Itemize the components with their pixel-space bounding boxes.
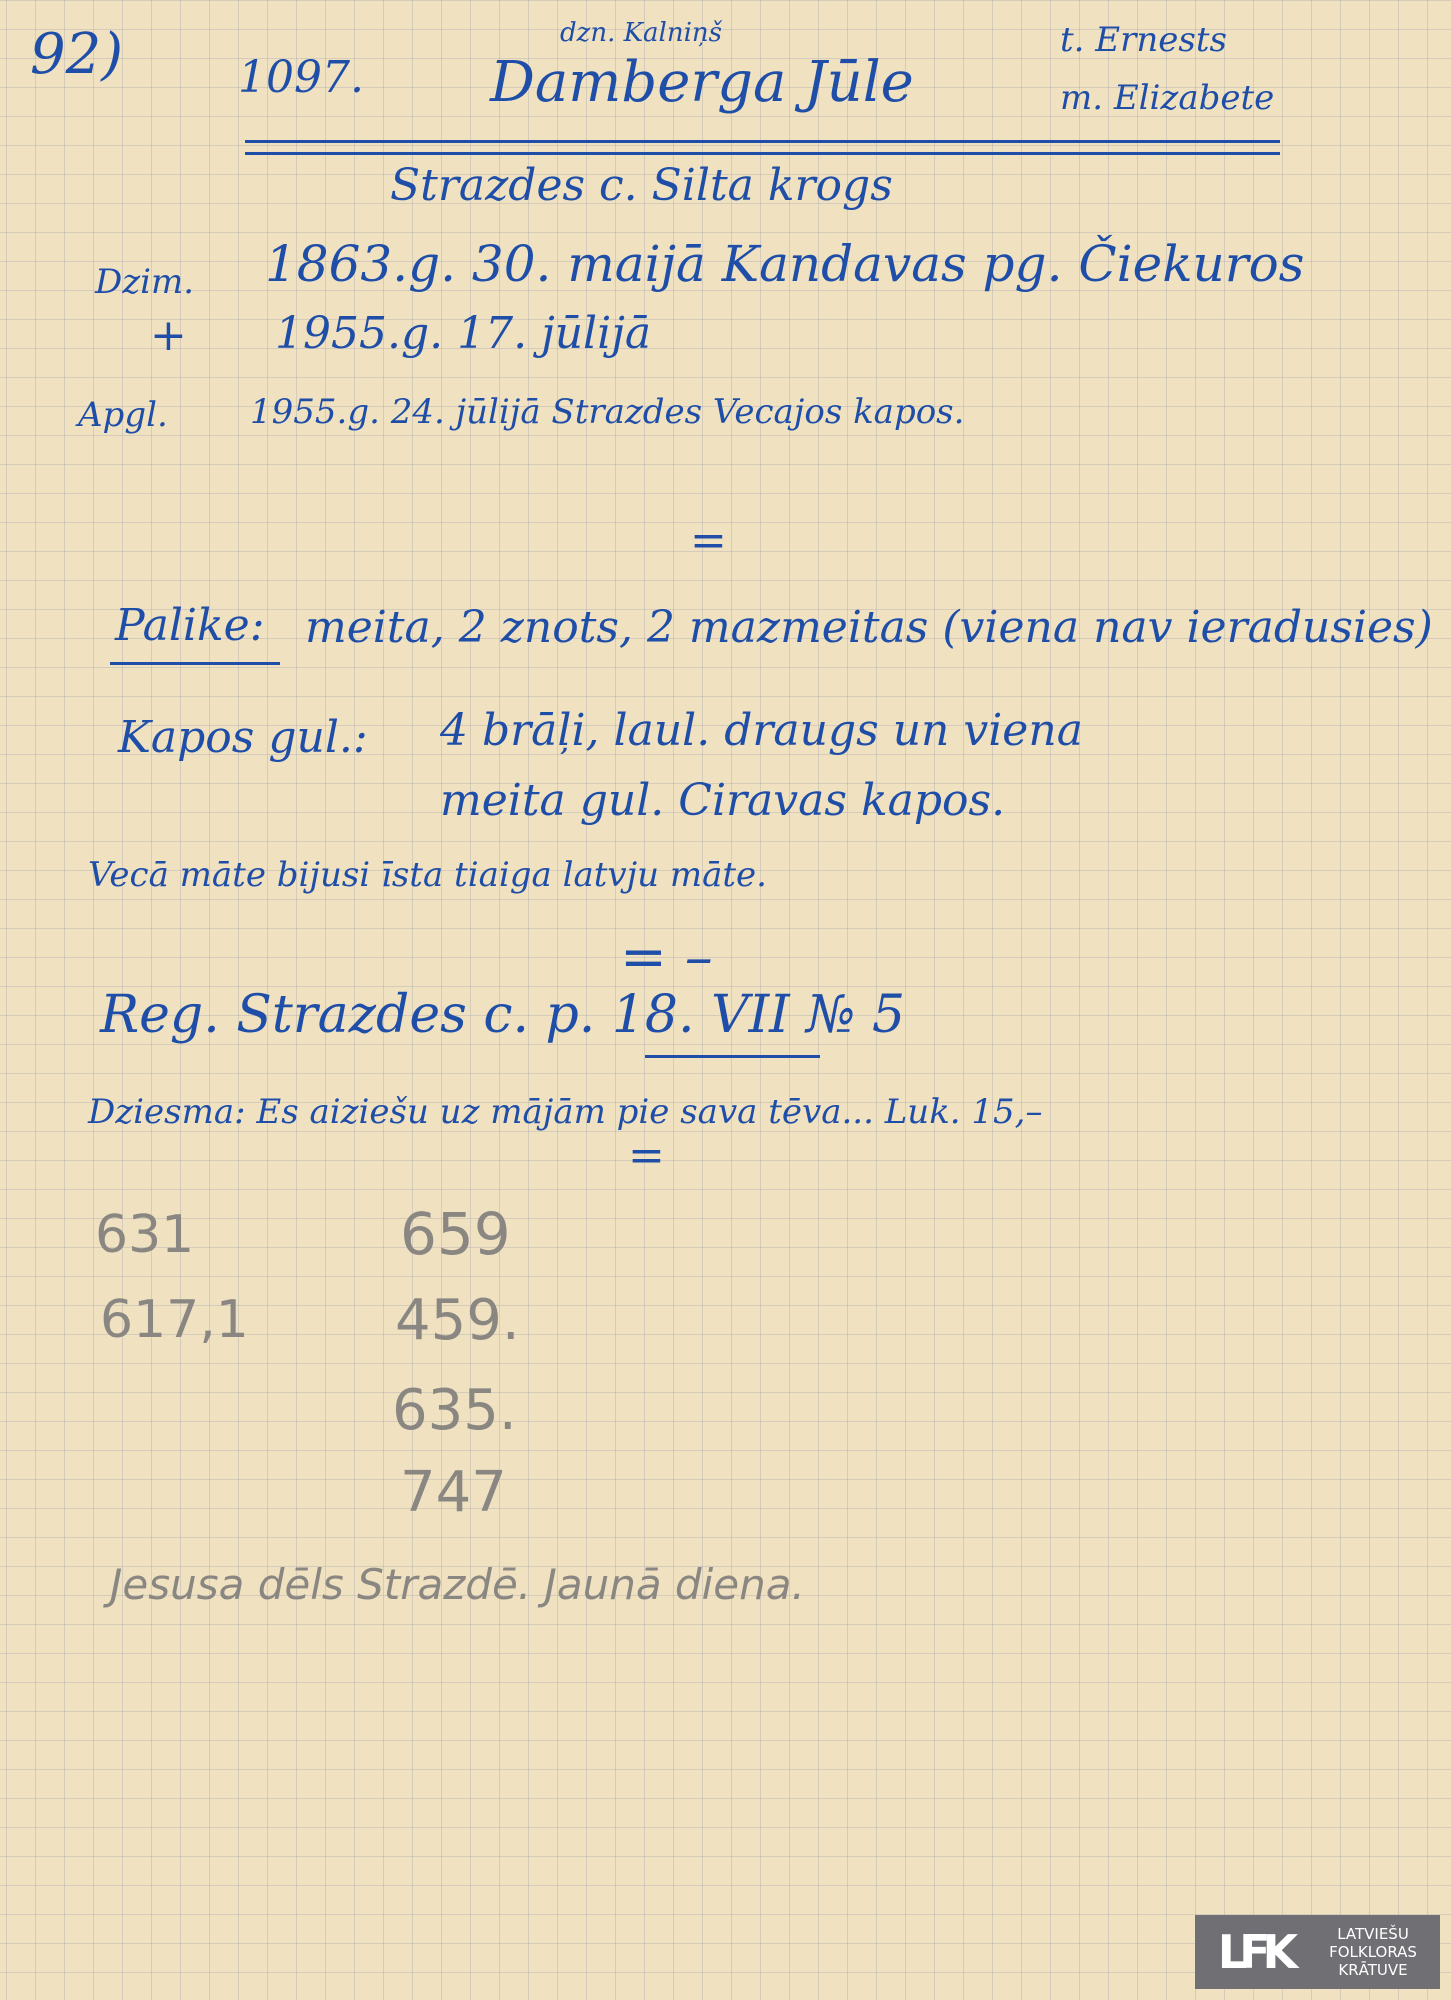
logo-text [1313,1925,1433,1979]
birth-text: 1863.g. 30. maijā Kandavas pg. Čiekuros [265,235,1305,293]
number-col2-4: 747 [400,1460,507,1525]
archive-logo [1195,1915,1440,1989]
logo-mark: LFK [1217,1925,1291,1979]
grave-line-1: 4 brāļi, laul. draugs un viena [440,705,1083,756]
pencil-note: Jesusa dēls Strazdē. Jaunā diena. [110,1560,805,1609]
logo-line-1: LATVIEŠU [1337,1925,1409,1943]
number-col2-3: 635. [392,1378,517,1443]
remaining-underline [110,662,280,665]
father-name: t. Ernests [1060,20,1227,60]
burial-label: Apgl. [78,395,168,435]
burial-text: 1955.g. 24. jūlijā Strazdes Vecajos kapos. [250,392,965,432]
birth-name-note: dzn. Kalniņš [560,18,723,48]
death-label: + [150,310,187,361]
note-line: Vecā māte bijusi īsta tiaiga latvju māte. [88,855,767,895]
entry-number: 1097. [238,52,364,103]
number-col1-2: 617,1 [100,1290,249,1350]
number-col2-2: 459. [395,1288,520,1353]
death-text: 1955.g. 17. jūlijā [275,308,652,359]
header-underline-1 [245,140,1280,143]
separator-2: = – [620,925,713,990]
remaining-text: meita, 2 znots, 2 mazmeitas (viena nav ieradusies) [305,602,1433,653]
registry-line: Reg. Strazdes c. p. 18. VII № 5 [100,985,906,1045]
header-underline-2 [245,152,1280,155]
logo-line-3: KRĀTUVE [1338,1961,1408,1979]
birth-label: Dzim. [95,262,195,302]
grave-line-2: meita gul. Ciravas kapos. [440,775,1006,826]
mother-name: m. Elizabete [1060,78,1275,118]
remaining-label: Palike: [115,600,265,651]
number-col1-1: 631 [95,1205,195,1265]
separator-1: = [690,515,727,566]
number-col2-1: 659 [400,1200,511,1268]
page-number: 92) [30,22,124,87]
logo-line-2: FOLKLORAS [1329,1943,1417,1961]
person-name: Damberga Jūle [490,50,914,115]
registry-underline [645,1055,820,1058]
song-line: Dziesma: Es aiziešu uz mājām pie sava tēva... Luk. 15,– [88,1092,1043,1132]
grave-label: Kapos gul.: [118,712,368,763]
separator-3: = [628,1130,665,1181]
residence: Strazdes c. Silta krogs [390,160,893,211]
